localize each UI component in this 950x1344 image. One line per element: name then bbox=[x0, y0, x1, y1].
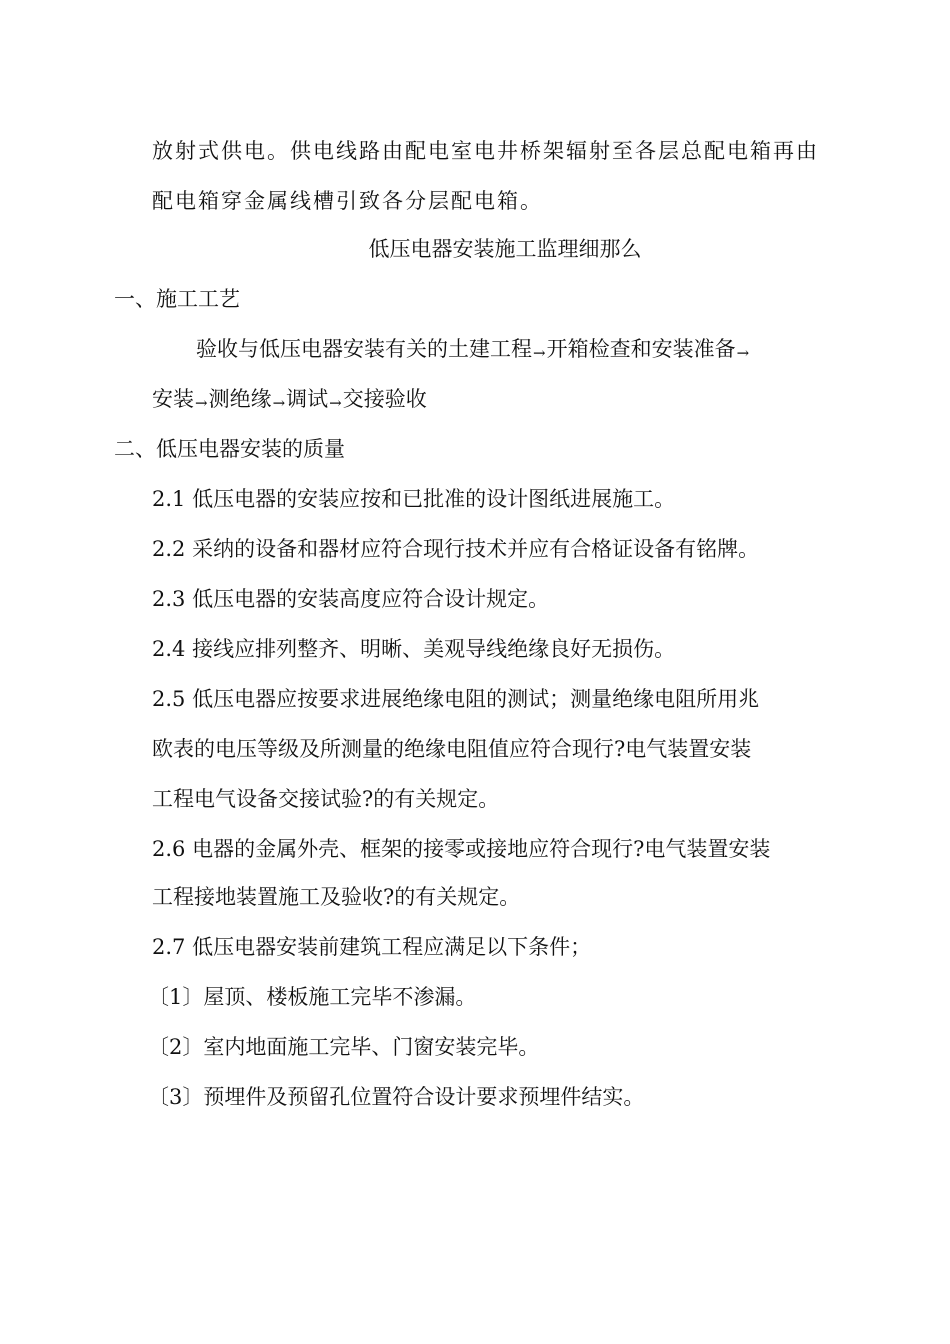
quality-item-2-6-line-1: 2.6 电器的金属外壳、框架的接零或接地应符合现行?电气装置安装 bbox=[152, 837, 771, 861]
intro-line-2: 配电箱穿金属线槽引致各分层配电箱。 bbox=[152, 189, 543, 213]
quality-item-2-7: 2.7 低压电器安装前建筑工程应满足以下条件； bbox=[152, 935, 592, 959]
quality-item-2-1: 2.1 低压电器的安装应按和已批准的设计图纸进展施工。 bbox=[152, 487, 676, 511]
quality-item-2-5-line-3: 工程电气设备交接试验?的有关规定。 bbox=[152, 787, 500, 811]
condition-item-1: 〔1〕屋顶、楼板施工完毕不渗漏。 bbox=[148, 985, 477, 1009]
quality-item-2-3: 2.3 低压电器的安装高度应符合设计规定。 bbox=[152, 587, 550, 611]
intro-line-1: 放射式供电。供电线路由配电室电井桥架辐射至各层总配电箱再由 bbox=[152, 139, 819, 163]
section-heading-2: 二、低压电器安装的质量 bbox=[114, 437, 345, 461]
section-heading-1: 一、施工工艺 bbox=[114, 287, 240, 311]
flow-arrow-icon: → bbox=[272, 394, 286, 412]
flow-step-2: 开箱检查和安装准备 bbox=[546, 337, 736, 361]
flow-step-3: 安装 bbox=[152, 387, 194, 411]
flow-arrow-icon: → bbox=[195, 394, 208, 412]
condition-item-2: 〔2〕室内地面施工完毕、门窗安装完毕。 bbox=[148, 1035, 540, 1059]
process-flow-line-1 bbox=[196, 334, 750, 368]
flow-arrow-icon: → bbox=[736, 344, 750, 362]
flow-arrow-icon: → bbox=[533, 344, 546, 362]
flow-step-6: 交接验收 bbox=[342, 387, 427, 411]
quality-item-2-2: 2.2 采纳的设备和器材应符合现行技术并应有合格证设备有铭牌。 bbox=[152, 537, 760, 561]
quality-item-2-5-line-1: 2.5 低压电器应按要求进展绝缘电阻的测试；测量绝缘电阻所用兆 bbox=[152, 687, 760, 711]
flow-step-4: 测绝缘 bbox=[208, 387, 272, 411]
quality-item-2-4: 2.4 接线应排列整齐、明晰、美观导线绝缘良好无损伤。 bbox=[152, 637, 676, 661]
quality-item-2-6-line-2: 工程接地装置施工及验收?的有关规定。 bbox=[152, 885, 521, 909]
flow-step-5: 调试 bbox=[286, 387, 329, 411]
process-flow-line-2 bbox=[152, 384, 427, 418]
flow-step-1: 验收与低压电器安装有关的土建工程 bbox=[196, 337, 532, 361]
quality-item-2-5-line-2: 欧表的电压等级及所测量的绝缘电阻值应符合现行?电气装置安装 bbox=[152, 737, 752, 761]
flow-arrow-icon: → bbox=[329, 394, 342, 412]
document-title: 低压电器安装施工监理细那么 bbox=[368, 237, 642, 261]
condition-item-3: 〔3〕预埋件及预留孔位置符合设计要求预埋件结实。 bbox=[148, 1085, 645, 1109]
